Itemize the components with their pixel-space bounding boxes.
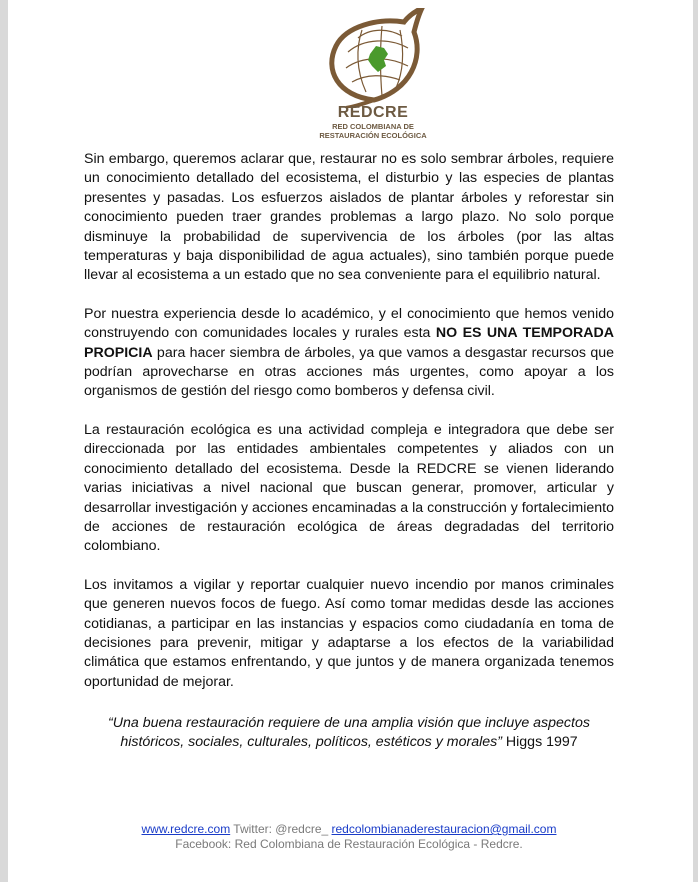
logo-name: REDCRE xyxy=(337,104,409,121)
document-page xyxy=(8,0,693,882)
letter-body xyxy=(84,150,614,711)
logo-subtitle-line1: RED COLOMBIANA DE xyxy=(332,122,414,131)
paragraph-2 xyxy=(84,305,614,402)
paragraph-2-start: Por nuestra experiencia desde lo académico, y el conocimiento que hemos venido construyendo con comunidades locales y rurales esta xyxy=(84,305,614,342)
paragraph-2-emphasis: NO ES UNA TEMPORADA PROPICIA xyxy=(84,325,614,361)
paragraph-2-end: para hacer siembra de árboles, ya que vamos a desgastar recursos que podrían aprovecharse en otras acciones más urgentes, como apoyar a los organismos de gestión del riesgo como bomberos y defensa civil. xyxy=(84,344,614,400)
closing-quote xyxy=(84,714,614,753)
quote-text: “Una buena restauración requiere de una amplia visión que incluye aspectos históricos, sociales, culturales, políticos, estéticos y morales” xyxy=(108,715,590,751)
redcre-logo xyxy=(308,8,438,150)
paragraph-1: Sin embargo, queremos aclarar que, restaurar no es solo sembrar árboles, requiere un conocimiento detallado del ecosistema, el disturbio y las especies de plantas presentes y pasadas. Los esfuerzos aislados de plantar árboles y reforestar sin conocimiento pueden traer grandes problemas a largo plazo. No solo porque disminuye la probabilidad de supervivencia de los árboles (por las altas temperaturas y baja disponibilidad de agua actuales), sino también porque puede llevar al ecosistema a un estado que no sea conveniente para el equilibrio natural. xyxy=(84,151,614,284)
paragraph-4: Los invitamos a vigilar y reportar cualquier nuevo incendio por manos criminales que generen nuevos focos de fuego. Así como tomar medidas desde las acciones cotidianas, a participar en las instancias y espacios como ciudadanía en toma de decisiones para prevenir, mitigar y adaptarse a los efectos de la variabilidad climática que estamos enfrentando, y que juntos y de manera organizada tenemos oportunidad de mejorar. xyxy=(84,576,614,690)
footer xyxy=(84,822,614,852)
facebook-line: Facebook: Red Colombiana de Restauración Ecológica - Redcre. xyxy=(175,837,523,851)
quote-author: Higgs 1997 xyxy=(501,734,578,751)
email-link[interactable]: redcolombianaderestauracion@gmail.com xyxy=(331,822,557,836)
footer-contact-line xyxy=(84,822,614,837)
leaf-logo-icon xyxy=(318,8,428,108)
twitter-handle: Twitter: @redcre_ xyxy=(230,822,332,836)
website-link[interactable]: www.redcre.com xyxy=(141,822,231,836)
paragraph-3: La restauración ecológica es una actividad compleja e integradora que debe ser direccionada por las entidades ambientales competentes y aliados con un conocimiento detallado del ecosistema. Desde la REDCRE se vienen liderando varias iniciativas a nivel nacional que buscan generar, promover, articular y desarrollar investigación y acciones encaminadas a la construcción y fortalecimiento de acciones de restauración ecológica de áreas degradadas del territorio colombiano. xyxy=(84,421,614,555)
logo-subtitle-line2: RESTAURACIÓN ECOLÓGICA xyxy=(319,131,427,140)
